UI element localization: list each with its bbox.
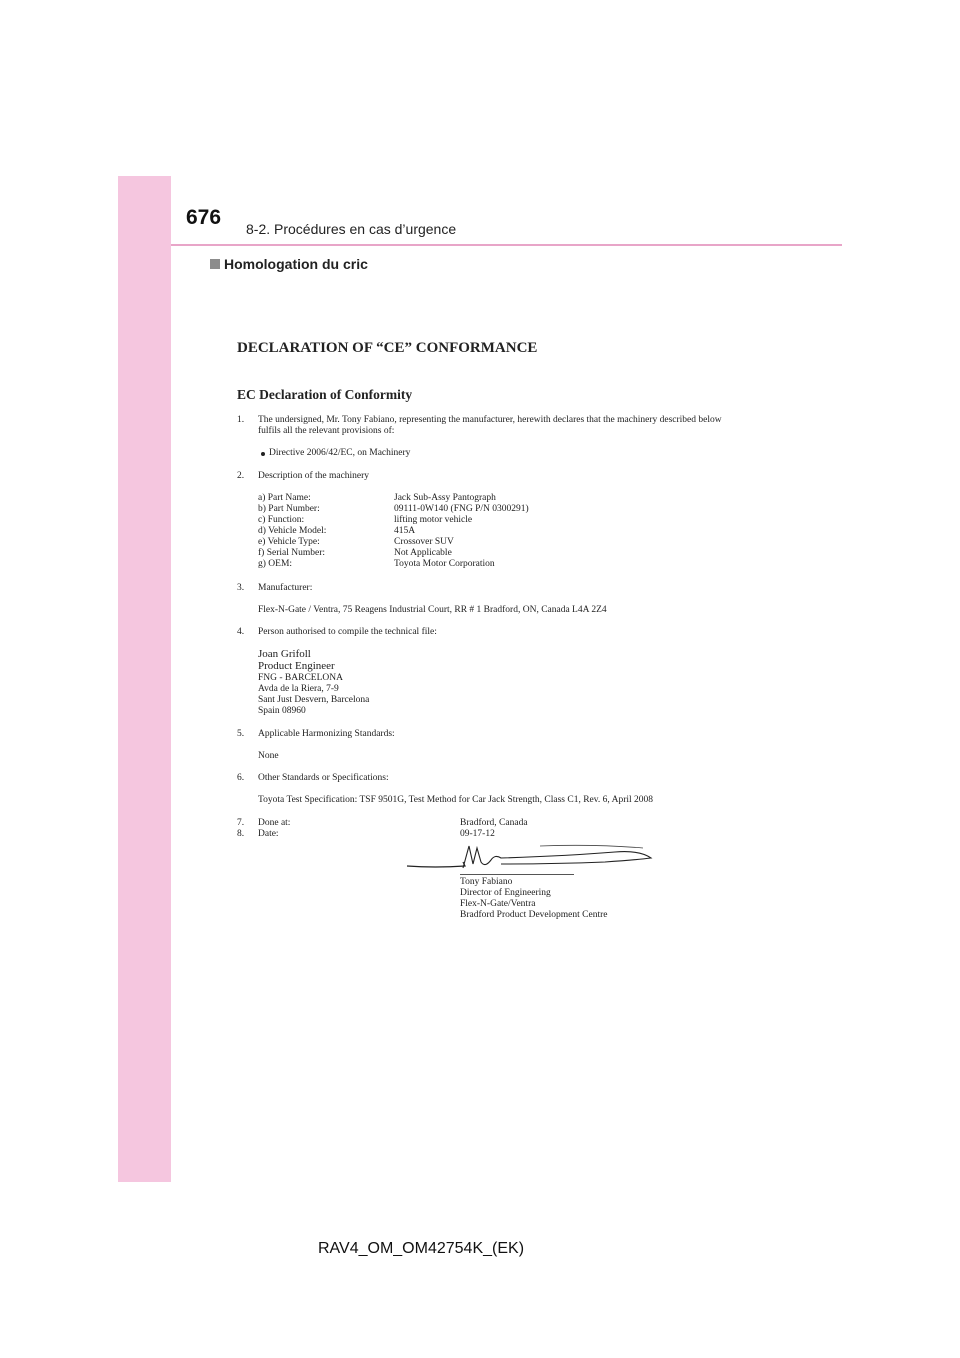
machinery-row-label: g) OEM: <box>258 559 293 569</box>
contact-address-line: Avda de la Riera, 7-9 <box>258 684 339 694</box>
item-1-line-2: fulfils all the relevant provisions of: <box>258 426 395 436</box>
contact-address-line: FNG - BARCELONA <box>258 673 343 683</box>
machinery-row-value: Crossover SUV <box>394 537 454 547</box>
item-2-text: Description of the machinery <box>258 471 370 481</box>
item-8-value: 09-17-12 <box>460 829 495 839</box>
item-6-text: Other Standards or Specifications: <box>258 773 389 783</box>
item-8-number: 8. <box>237 829 245 839</box>
machinery-row-value: Not Applicable <box>394 548 452 558</box>
item-7-label: Done at: <box>258 818 291 828</box>
contact-name: Joan Grifoll <box>258 648 311 660</box>
machinery-row-label: a) Part Name: <box>258 493 311 503</box>
contact-address-line: Spain 08960 <box>258 706 306 716</box>
handwritten-signature <box>405 838 655 878</box>
item-3-text: Manufacturer: <box>258 583 313 593</box>
section-title: 8-2. Procédures en cas d’urgence <box>246 221 457 237</box>
subheading <box>210 256 368 272</box>
machinery-row-value: 415A <box>394 526 416 536</box>
signatory-title: Director of Engineering <box>460 888 551 898</box>
subheading-text: Homologation du cric <box>224 256 368 272</box>
machinery-row-value: 09111-0W140 (FNG P/N 0300291) <box>394 504 529 514</box>
page-number: 676 <box>186 206 222 229</box>
item-8-label: Date: <box>258 829 279 839</box>
document-subtitle: EC Declaration of Conformity <box>237 387 413 402</box>
machinery-row-label: b) Part Number: <box>258 504 320 514</box>
item-5-detail: None <box>258 751 279 761</box>
item-5-text: Applicable Harmonizing Standards: <box>258 729 395 739</box>
machinery-row-value: Jack Sub-Assy Pantograph <box>394 493 496 503</box>
header-rule <box>171 244 842 246</box>
item-5-number: 5. <box>237 729 245 739</box>
signatory-company: Flex-N-Gate/Ventra <box>460 899 536 909</box>
item-4-text: Person authorised to compile the technical file: <box>258 627 437 637</box>
machinery-row-label: f) Serial Number: <box>258 548 326 558</box>
signature-line <box>460 874 574 875</box>
item-4-number: 4. <box>237 627 245 637</box>
document-code: RAV4_OM_OM42754K_(EK) <box>318 1240 525 1257</box>
item-6-detail: Toyota Test Specification: TSF 9501G, Test Method for Car Jack Strength, Class C1, Rev. 6, April 2008 <box>258 795 654 805</box>
item-1-number: 1. <box>237 415 245 425</box>
signatory-centre: Bradford Product Development Centre <box>460 910 608 920</box>
item-6-number: 6. <box>237 773 245 783</box>
item-1-line-1: The undersigned, Mr. Tony Fabiano, representing the manufacturer, herewith declares that the machinery described below <box>258 415 722 425</box>
item-2-number: 2. <box>237 471 245 481</box>
item-3-number: 3. <box>237 583 245 593</box>
contact-address-line: Sant Just Desvern, Barcelona <box>258 695 370 705</box>
square-bullet-icon <box>210 259 220 269</box>
bullet-dot-icon <box>261 452 265 456</box>
machinery-row-label: e) Vehicle Type: <box>258 537 320 547</box>
signatory-name: Tony Fabiano <box>460 877 513 887</box>
side-color-band <box>118 176 171 1182</box>
item-7-value: Bradford, Canada <box>460 818 528 828</box>
item-1-bullet: Directive 2006/42/EC, on Machinery <box>269 448 411 458</box>
machinery-row-value: Toyota Motor Corporation <box>394 559 495 569</box>
item-3-detail: Flex-N-Gate / Ventra, 75 Reagens Industrial Court, RR # 1 Bradford, ON, Canada L4A 2Z4 <box>258 605 607 615</box>
item-7-number: 7. <box>237 818 245 828</box>
machinery-row-value: lifting motor vehicle <box>394 515 473 525</box>
machinery-row-label: d) Vehicle Model: <box>258 526 327 536</box>
document-title: DECLARATION OF “CE” CONFORMANCE <box>237 340 538 356</box>
contact-role: Product Engineer <box>258 660 335 672</box>
machinery-row-label: c) Function: <box>258 515 305 525</box>
